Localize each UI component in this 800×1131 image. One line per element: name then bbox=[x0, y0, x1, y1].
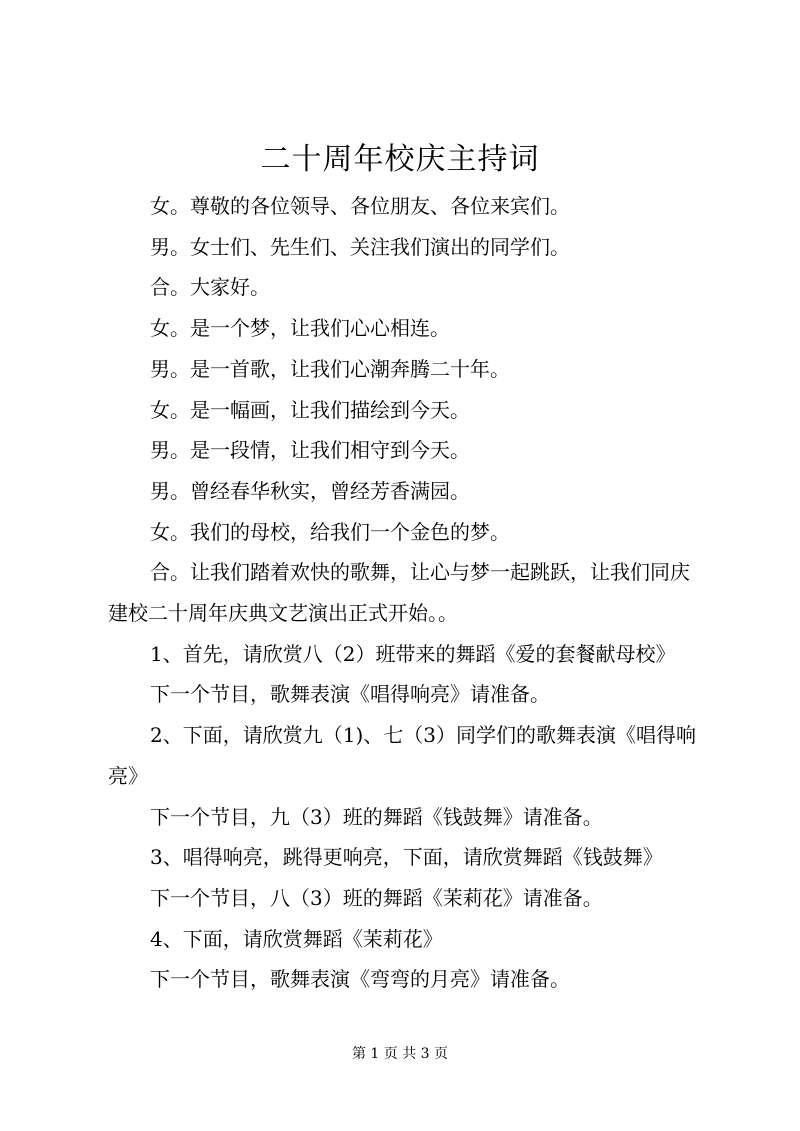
paragraph: 女。我们的母校，给我们一个金色的梦。 bbox=[150, 519, 510, 544]
paragraph: 女。是一幅画，让我们描绘到今天。 bbox=[150, 397, 470, 422]
document-body bbox=[108, 186, 708, 1000]
paragraph: 合。让我们踏着欢快的歌舞，让心与梦一起跳跃，让我们同庆建校二十周年庆典文艺演出正式开始。。 bbox=[108, 560, 690, 626]
page-footer: 第 1 页 共 3 页 bbox=[351, 1046, 449, 1062]
paragraph: 女。是一个梦，让我们心心相连。 bbox=[150, 316, 450, 341]
paragraph: 男。女士们、先生们、关注我们演出的同学们。 bbox=[150, 234, 570, 259]
paragraph: 合。大家好。 bbox=[150, 275, 270, 300]
paragraph: 1、首先，请欣赏八（2）班带来的舞蹈《爱的套餐献母校》 bbox=[150, 641, 676, 666]
paragraph: 下一个节目，八（3）班的舞蹈《茉莉花》请准备。 bbox=[150, 885, 603, 910]
paragraph: 2、下面，请欣赏九（1)、七（3）同学们的歌舞表演《唱得响亮》 bbox=[108, 723, 696, 788]
paragraph: 下一个节目，歌舞表演《弯弯的月亮》请准备。 bbox=[150, 967, 570, 992]
paragraph: 男。是一首歌，让我们心潮奔腾二十年。 bbox=[150, 356, 510, 381]
paragraph: 男。曾经春华秋实，曾经芳香满园。 bbox=[150, 478, 470, 503]
paragraph: 4、下面，请欣赏舞蹈《茉莉花》 bbox=[150, 926, 443, 951]
paragraph: 下一个节目，九（3）班的舞蹈《钱鼓舞》请准备。 bbox=[150, 804, 603, 829]
paragraph: 女。尊敬的各位领导、各位朋友、各位来宾们。 bbox=[150, 194, 570, 218]
paragraph: 下一个节目，歌舞表演《唱得响亮》请准备。 bbox=[150, 682, 550, 707]
paragraph: 3、唱得响亮，跳得更响亮，下面，请欣赏舞蹈《钱鼓舞》 bbox=[150, 845, 663, 870]
document-title: 二十周年校庆主持词 bbox=[260, 142, 540, 177]
paragraph: 男。是一段情，让我们相守到今天。 bbox=[150, 438, 470, 463]
